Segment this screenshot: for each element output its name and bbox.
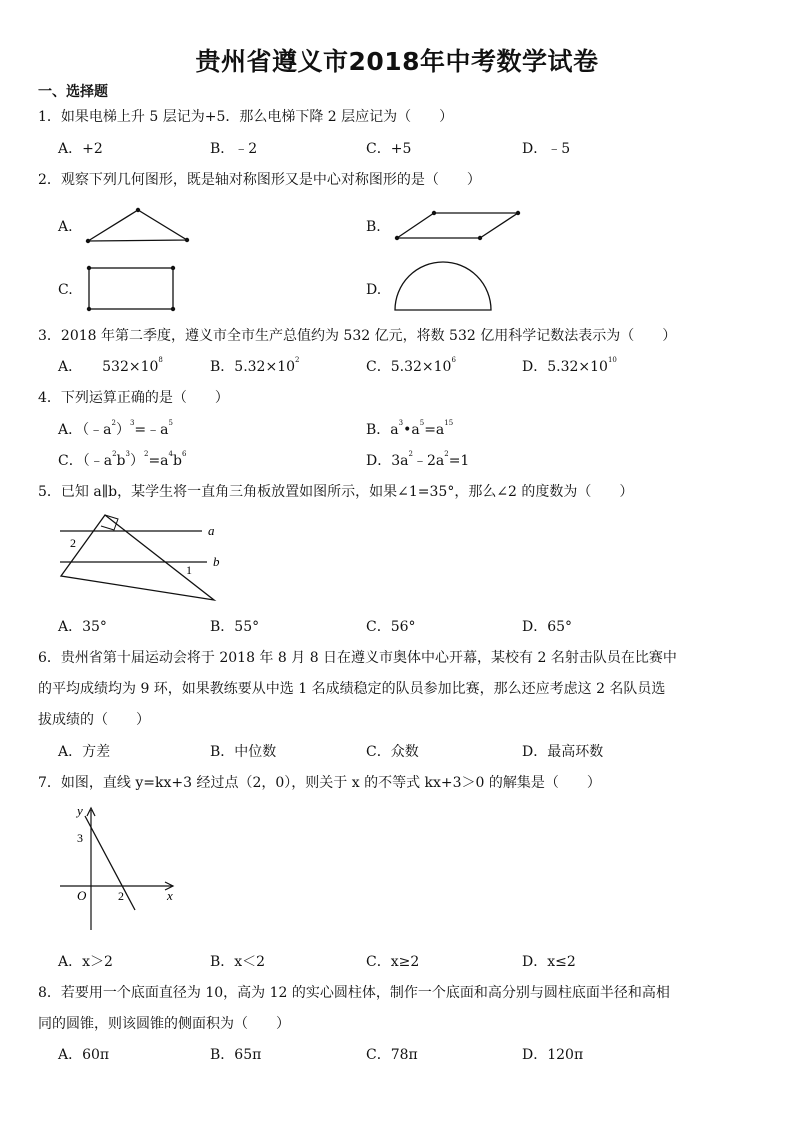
q7-option-b: B．x＜2 bbox=[210, 954, 266, 970]
x-axis-label: x bbox=[167, 888, 173, 903]
angle-2-label: 2 bbox=[70, 536, 76, 550]
question-3-stem: 3．2018 年第二季度，遵义市全市生产总值约为 532 亿元，将数 532 亿用科学记数法表示为（ ） bbox=[38, 328, 677, 344]
q3-option-d: D．$5.32\times 10^{10}$ bbox=[522, 356, 617, 375]
q2-option-b-label: B. bbox=[366, 219, 381, 235]
question-8-line-2: 同的圆锥，则该圆锥的侧面积为（ ） bbox=[38, 1016, 290, 1032]
q4-option-c: C．$(﹣a^2b^3)^2=a^4b^6$ bbox=[58, 450, 187, 469]
section-heading: 一、选择题 bbox=[38, 84, 108, 100]
semicircle-figure bbox=[390, 258, 500, 316]
question-6-line-1: 6．贵州省第十届运动会将于 2018 年 8 月 8 日在遵义市奥体中心开幕，某校有 2 名射击队员在比赛中 bbox=[38, 650, 677, 666]
question-6-line-3: 拔成绩的（ ） bbox=[38, 712, 150, 728]
q7-option-a: A．x＞2 bbox=[58, 954, 113, 970]
q4-option-d: D．$3a^2﹣2a^2=1$ bbox=[366, 450, 470, 469]
q3-option-b: B．$5.32\times 10^2$ bbox=[210, 356, 300, 375]
q8-option-d: D．120π bbox=[522, 1047, 584, 1063]
q5-option-c: C．56° bbox=[366, 619, 416, 635]
line-a-label: a bbox=[208, 523, 215, 538]
q8-option-a: A．60π bbox=[58, 1047, 110, 1063]
q3-option-c: C．$5.32\times 10^6$ bbox=[366, 356, 456, 375]
rectangle-figure bbox=[82, 262, 182, 314]
q1-option-c: C．+5 bbox=[366, 141, 412, 157]
q7-option-c: C．x≥2 bbox=[366, 954, 420, 970]
q3-option-a: A． $532\times 10^8$ bbox=[58, 356, 163, 375]
q2-option-a-label: A. bbox=[58, 219, 73, 235]
q4-option-b: B．$a^3•a^5=a^{15}$ bbox=[366, 419, 454, 438]
q6-option-b: B．中位数 bbox=[210, 744, 277, 760]
question-8-line-1: 8．若要用一个底面直径为 10，高为 12 的实心圆柱体，制作一个底面和高分别与圆柱底面半径和高相 bbox=[38, 985, 670, 1001]
q1-option-d: D．﹣5 bbox=[522, 141, 571, 157]
q6-option-d: D．最高环数 bbox=[522, 744, 604, 760]
linear-function-graph bbox=[55, 800, 185, 935]
parallelogram-figure bbox=[390, 206, 530, 246]
y-intercept-label: 3 bbox=[77, 831, 83, 845]
q2-option-d-label: D. bbox=[366, 282, 382, 298]
q8-option-c: C．78π bbox=[366, 1047, 418, 1063]
q1-option-b: B．﹣2 bbox=[210, 141, 258, 157]
question-4-stem: 4．下列运算正确的是（ ） bbox=[38, 390, 229, 406]
question-5-stem: 5．已知 a∥b，某学生将一直角三角板放置如图所示，如果∠1=35°，那么∠2 的度数为（ ） bbox=[38, 484, 634, 500]
line-b-label: b bbox=[213, 554, 220, 569]
q7-option-d: D．x≤2 bbox=[522, 954, 576, 970]
parallel-lines-triangle-figure bbox=[50, 510, 230, 605]
q5-option-d: D．65° bbox=[522, 619, 573, 635]
origin-label: O bbox=[77, 888, 87, 903]
y-axis-label: y bbox=[77, 803, 83, 818]
question-6-line-2: 的平均成绩均为 9 环，如果教练要从中选 1 名成绩稳定的队员参加比赛，那么还应考虑这 2 名队员选 bbox=[38, 681, 666, 697]
angle-1-label: 1 bbox=[186, 563, 192, 577]
q8-option-b: B．65π bbox=[210, 1047, 262, 1063]
q5-option-a: A．35° bbox=[58, 619, 107, 635]
q4-option-a: A．$(﹣a^2)^3=﹣a^5$ bbox=[58, 419, 173, 438]
question-2-stem: 2．观察下列几何图形，既是轴对称图形又是中心对称图形的是（ ） bbox=[38, 172, 481, 188]
triangle-figure bbox=[80, 204, 200, 248]
q5-option-b: B．55° bbox=[210, 619, 260, 635]
question-7-stem: 7．如图，直线 y=kx+3 经过点（2，0），则关于 x 的不等式 kx+3＞0 的解集是（ ） bbox=[38, 775, 601, 791]
question-1-stem: 1．如果电梯上升 5 层记为+5．那么电梯下降 2 层应记为（ ） bbox=[38, 109, 454, 125]
q1-option-a: A．+2 bbox=[58, 141, 103, 157]
q2-option-c-label: C. bbox=[58, 282, 73, 298]
x-intercept-label: 2 bbox=[118, 889, 124, 903]
page-title: 贵州省遵义市2018年中考数学试卷 bbox=[195, 47, 599, 76]
q6-option-c: C．众数 bbox=[366, 744, 419, 760]
q6-option-a: A．方差 bbox=[58, 744, 111, 760]
